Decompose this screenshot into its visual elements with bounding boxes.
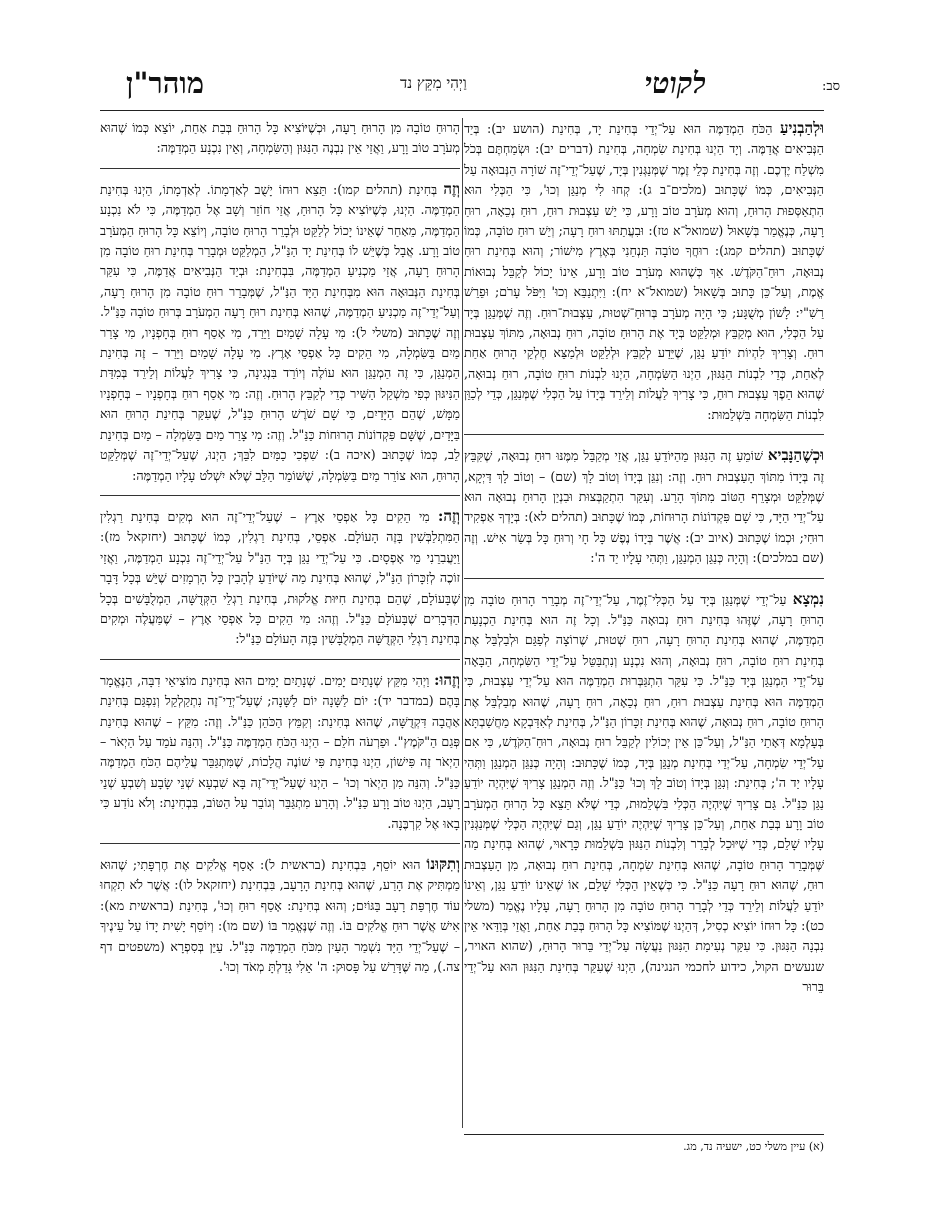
paragraph-lead-word: וְזֶה: <box>437 506 460 525</box>
paragraph-separator <box>464 434 824 435</box>
paragraph <box>100 118 460 159</box>
page-marker: סב: <box>822 79 841 94</box>
paragraph <box>100 854 460 977</box>
paragraph-text: בְּחִינַת (תהלים קמו): תֵּצֵא רוּחוֹ יָשֻׁב לְאַדְמָתוֹ. לְאַדְמָתוֹ, הַיְנוּ בְּחִינַת הַמְדַמֶּה. הַיְנוּ, כְּשֶׁיּוֹצִיא כָּל הָרוּחַ, אֲזַי חוֹזֵר וְשָׁב אֶל הַמְדַמֶּה, כִּי לֹא נִכְנָע הַמְדַמֶּה, מֵאַחַר שֶׁאֵינוֹ יָכוֹל לְלַקֵּט וּלְבָרֵר הָרוּחַ טוֹבָה, וְיוֹצֵא כָּל הָרוּחַ הַמְעֹרָב טוֹב וָרָע. אֲבָל כְּשֶׁיֵּשׁ לוֹ בְּחִינַת יָד הַנַּ"ל, הַמְלַקֵּט וּמְבָרֵר בְּחִינַת רוּחַ טוֹבָה מִן הָרוּחַ רָעָה, אֲזַי מַכְנִיעַ הַמְדַמֶּה, בִּבְחִינַת: וּבְיַד הַנְּבִיאִים אֲדַמֶּה, כִּי עִקַּר בְּחִינַת הַנְּבוּאָה הוּא מִבְּחִינַת הַיָּד הַנַּ"ל, שֶׁמְּבָרֵר רוּחַ טוֹבָה מִן הָרוּחַ רָעָה, וְעַל־יְדֵי־זֶה מַכְנִיעַ הַמְדַמֶּה, שֶׁהוּא בְּחִינַת רוּחַ רָעָה הַמְעֹרָב בְּרוּחַ טוֹבָה כַּנַּ"ל. וְזֶה שֶׁכָּתוּב (משלי ל): מִי עָלָה שָׁמַיִם וַיֵּרַד, מִי אָסַף רוּחַ בְּחָפְנָיו, מִי צָרַר מַיִם בַּשִּׂמְלָה, מִי הֵקִים כָּל אַפְסֵי אָרֶץ. מִי עָלָה שָׁמַיִם וַיֵּרַד – זֶה בְּחִינַת הַמְנַגֵּן, כִּי זֶה הַמְנַגֵּן הוּא עוֹלֶה וְיוֹרֵד בִּנְגִינָה, כִּי צָרִיךְ לַעֲלוֹת וְלֵירֵד בְּמִדַּת הַנִּיגּוּן כְּפִי מִשְׁקַל הַשִּׁיר כְּדֵי לְקַבֵּץ הָרוּחַ. וְזֶה: מִי אָסַף רוּחַ בְּחָפְנָיו – בְּחָפְנָיו מַמָּשׁ, שֶׁהֵם הַיָּדַיִם, כִּי שָׁם שֹׁרֶשׁ הָרוּחַ כַּנַּ"ל, שֶׁעִקַּר בְּחִינַת הָרוּחַ הוּא בַּיָּדַיִם, שֶׁשָּׁם פִּקְדוֹנוֹת הָרוּחוֹת כַּנַּ"ל. וְזֶה: מִי צָרַר מַיִם בַּשִּׂמְלָה – מַיִם בְּחִינַת לֵב, כְּמוֹ שֶׁכָּתוּב (איכה ב): שִׁפְכִי כַמַּיִם לִבֵּךְ; הַיְנוּ, שֶׁעַל־יְדֵי־זֶה שֶׁמְּלַקֵּט הָרוּחַ, הוּא צוֹרֵר מַיִם בַּשִּׂמְלָה, שֶׁשּׁוֹמֵר הַלֵּב שֶׁלֹּא יִשְׁלֹט עָלָיו הַמְדַמֶּה: <box>100 181 460 483</box>
paragraph-text: הַכֹּחַ הַמְדַמֶּה הוּא עַל־יְדֵי בְּחִינַת יָד, בְּחִינַת (הושע יב): בְּיַד הַנְּבִיאִים אֲדַמֶּה. וְיָד הַיְנוּ בְּחִינַת שִׂמְחָה, בְּחִינַת (דברים יב): וּשְׂמַחְתֶּם בְּכֹל מִשְׁלַח יֶדְכֶם. וְזֶה בְּחִינַת כְּלֵי זֶמֶר שֶׁמְּנַגְּנִין בְּיָד, שֶׁעַל־יְדֵי־זֶה שׁוֹרָה הַנְּבוּאָה עַל הַנְּבִיאִים, כְּמוֹ שֶׁכָּתוּב (מלכים־ב ג): קְחוּ לִי מְנַגֵּן וְכוּ', כִּי הַכְּלִי הוּא הִתְאַסְּפוּת הָרוּחַ, וְהוּא מְעֹרָב טוֹב וָרָע, כִּי יֵשׁ עַצְבוּת רוּחַ, רוּחַ נְכֵאָה, רוּחַ רָעָה, כְּנֶאֱמַר בְּשָׁאוּל (שמואל־א טז): וּבִעֲתַתּוּ רוּחַ רָעָה; וְיֵשׁ רוּחַ טוֹבָה, כְּמוֹ שֶׁכָּתוּב (תהלים קמג): רוּחֲךָ טוֹבָה תַּנְחֵנִי בְּאֶרֶץ מִישׁוֹר; וְהוּא בְּחִינַת רוּחַ נְבוּאָה, רוּחַ־הַקֹּדֶשׁ. אַךְ כְּשֶׁהוּא מְעֹרָב טוֹב וָרָע, אֵינוֹ יָכוֹל לְקַבֵּל נְבוּאוֹת אֱמֶת, וְעַל־כֵּן כָּתוּב בְּשָׁאוּל (שמואל־א יח): וַיִּתְנַבֵּא וְכוּ' וַיִּפֹּל עָרֹם; וּפֵרֵשׁ רַשִׁ"י: לָשׁוֹן מְשֻׁגָּע; כִּי הָיָה מְעֹרָב בְּרוּחַ־שְׁטוּת, עַצְבוּת־רוּחַ. וְזֶה שֶׁמְּנַגֵּן בְּיָד עַל הַכְּלִי, הוּא מְקַבֵּץ וּמְלַקֵּט בְּיָד אֶת הָרוּחַ טוֹבָה, רוּחַ נְבוּאָה, מִתּוֹךְ עַצְבוּת רוּחַ. וְצָרִיךְ לִהְיוֹת יוֹדֵעַ נַגֵּן, שֶׁיֵּדַע לְקַבֵּץ וּלְלַקֵּט וּלְמַצֵּא חֶלְקֵי הָרוּחַ אַחַת לְאַחַת, כְּדֵי לִבְנוֹת הַנִּגּוּן, הַיְנוּ הַשִּׂמְחָה, הַיְנוּ לִבְנוֹת רוּחַ טוֹבָה, רוּחַ נְבוּאָה, שֶׁהוּא הֵפֶךְ עַצְבוּת רוּחַ, כִּי צָרִיךְ לַעֲלוֹת וְלֵירֵד בְּיָדוֹ עַל הַכְּלִי שֶׁמְּנַגֵּן, כְּדֵי לְכַוֵּן לִבְנוֹת הַשִּׂמְחָה בִּשְׁלֵמוּת: <box>464 121 824 422</box>
header-rule <box>100 110 824 111</box>
paragraph <box>100 670 460 834</box>
paragraph-separator <box>464 578 824 579</box>
paragraph-lead-word: וּלְהַבְנִיעַ <box>779 119 824 137</box>
paragraph-lead-word: וְזֶהוּ: <box>433 670 460 689</box>
paragraph-separator <box>100 168 460 169</box>
paragraph <box>464 589 824 998</box>
paragraph-lead-word: נִמְצָא <box>792 589 824 608</box>
paragraph <box>100 506 460 650</box>
paragraph-text: שׁוֹמֵעַ זֶה הַנִּגּוּן מֵהַיּוֹדֵעַ נַגֵּן, אֲזַי מְקַבֵּל מִמֶּנּוּ רוּחַ נְבוּאָה, שֶׁקִּבֵּץ זֶה בְּיָדוֹ מִתּוֹךְ הָעַצְבוּת רוּחַ. וְזֶה: וְנִגֵּן בְּיָדוֹ וְטוֹב לָךְ (שם) – וְטוֹב לָךְ דַּיְקָא, שֶׁמְּלַקֵּט וּמְצָרֵף הַטּוֹב מִתּוֹךְ הָרַע. וְעִקַּר הִתְקַבְּצוּת וּבִנְיַן הָרוּחַ נְבוּאָה הוּא עַל־יְדֵי הַיָּד, כִּי שָׁם פִּקְדוֹנוֹת הָרוּחוֹת, כְּמוֹ שֶׁכָּתוּב (תהלים לא): בְּיָדְךָ אַפְקִיד רוּחִי; וּכְמוֹ שֶׁכָּתוּב (איוב יב): אֲשֶׁר בְּיָדוֹ נֶפֶשׁ כָּל חָי וְרוּחַ כָּל בְּשַׂר אִישׁ. וְזֶה (שם במלכים): וְהָיָה כְּנַגֵּן הַמְנַגֵּן, וַתְּהִי עָלָיו יַד ה': <box>464 448 824 566</box>
paragraph-text: וַיְהִי מִקֵּץ שְׁנָתַיִם יָמִים. שְׁנָתַיִם יָמִים הוּא בְּחִינַת מוֹצִיאֵי דִבָּה, הַנֶּאֱמָר בָּהֶם (במדבר יד): יוֹם לַשָּׁנָה יוֹם לַשָּׁנָה; שֶׁעַל־יְדֵי־זֶה נִתְקַלְקֵל וְנִפְגַּם בְּחִינַת אַהֲבָה דִּקְדֻשָּׁה, שֶׁהוּא בְּחִינַת: וְקִמֵּץ הַכֹּהֵן כַּנַּ"ל. וְזֶה: מִקֵּץ – שֶׁהוּא בְּחִינַת פְּגַם הַ"קֹּמֶץ". וּפַרְעֹה חֹלֵם – הַיְנוּ הַכֹּחַ הַמְדַמֶּה כַּנַּ"ל. וְהִנֵּה עֹמֵד עַל הַיְאֹר – הַיְאֹר זֶה פִּישׁוֹן, הַיְנוּ בְּחִינַת פִּי שׁוֹנֶה הֲלָכוֹת, שֶׁמִּתְגַּבֵּר עֲלֵיהֶם הַכֹּחַ הַמְדַמֶּה כַּנַּ"ל. וְהִנֵּה מִן הַיְאֹר וְכוּ' – הַיְנוּ שֶׁעַל־יְדֵי־זֶה בָּא שִׁבְעָא שְׁנֵי שָׂבָע וְשִׁבְעָ שְׁנֵי רָעָב, הַיְנוּ טוֹב וָרָע כַּנַּ"ל. וְהָרַע מִתְגַּבֵּר וְגוֹבֵר עַל הַטּוֹב, בִּבְחִינַת: וְלֹא נוֹדַע כִּי בָאוּ אֶל קִרְבֶּנָה. <box>100 672 460 831</box>
paragraph-lead-word: וְתִקּוּנוֹ <box>426 855 460 873</box>
running-header <box>100 66 841 106</box>
book-title-right: לקוטי <box>644 66 706 100</box>
parsha-heading: וַיְהִי מִקֵּץ נד <box>400 74 467 92</box>
footnote-rule <box>464 1134 824 1135</box>
paragraph-separator <box>100 495 460 496</box>
book-title-left: מוהר"ן <box>126 66 205 100</box>
paragraph-lead-word: וּכְשֶׁהַנָּבִיא <box>767 446 824 465</box>
left-column <box>100 118 460 1133</box>
footnote: (א) עיין משלי כט, ישעיה נד, מג. <box>683 1140 824 1153</box>
paragraph-separator <box>100 843 460 844</box>
right-column <box>464 118 824 1133</box>
paragraph <box>100 179 460 486</box>
paragraph <box>464 445 824 568</box>
column-divider <box>462 118 463 1128</box>
paragraph-text: מִי הֵקִים כָּל אַפְסֵי אָרֶץ – שֶׁעַל־יְדֵי־זֶה הוּא מְקִים בְּחִינַת רַגְלִין הַמִּתְלַבְּשִׁין בָּזֶה הָעוֹלָם. אַפְסֵי, בְּחִינַת רַגְלִין, כְּמוֹ שֶׁכָּתוּב (יחזקאל מז): וַיַּעֲבִרֵנִי מֵי אָפְסָיִם. כִּי עַל־יְדֵי נַגֵּן בְּיָד הַנַּ"ל עַל־יְדֵי־זֶה נִכְנָע הַמְדַמֶּה, וַאֲזַי זוֹכֶה לְזִכָּרוֹן הַנַּ"ל, שֶׁהוּא בְּחִינַת מַה שֶׁיּוֹדֵעַ לְהָבִין כָּל הָרְמָזִים שֶׁיֵּשׁ בְּכָל דָּבָר שֶׁבָּעוֹלָם, שֶׁהֵם בְּחִינַת חִיּוּת אֱלֹקוּת, בְּחִינַת רַגְלֵי הַקְּדֻשָּׁה, הַמְלֻבָּשִׁים בְּכָל הַדְּבָרִים שֶׁבָּעוֹלָם כַּנַּ"ל. וְזֶהוּ: מִי הֵקִים כָּל אַפְסֵי אָרֶץ – שֶׁמַּעֲלֶה וּמְקִים בְּחִינַת רַגְלֵי הַקְּדֻשָּׁה הַמְלֻבָּשִׁין בָּזֶה הָעוֹלָם כַּנַּ"ל: <box>100 508 460 647</box>
paragraph-separator <box>100 659 460 660</box>
paragraph <box>464 118 824 425</box>
paragraph-text: עַל־יְדֵי שֶׁמְּנַגֵּן בְּיָד עַל הַכְּלִי־זֶמֶר, עַל־יְדֵי־זֶה מְבָרֵר הָרוּחַ טוֹבָה מִן הָרוּחַ רָעָה, שֶׁזֶּהוּ בְּחִינַת רוּחַ נְבוּאָה כַּנַּ"ל. וְכָל זֶה הוּא בְּחִינַת הַכְנָעַת הַמְדַמֶּה, שֶׁהוּא בְּחִינַת הָרוּחַ רָעָה, רוּחַ שְׁטוּת, שֶׁרוֹצָה לְפַגֵּם וּלְבַלְבֵּל אֶת בְּחִינַת רוּחַ טוֹבָה, רוּחַ נְבוּאָה, וְהוּא נִכְנָע וְנִתְבַּטֵּל עַל־יְדֵי הַשִּׂמְחָה, הַבָּאָה עַל־יְדֵי הַמְנַגֵּן בְּיָד כַּנַּ"ל. כִּי עִקַּר הִתְגַּבְּרוּת הַמְדַמֶּה הוּא עַל־יְדֵי עַצְבוּת, כִּי הַמְדַמֶּה הוּא בְּחִינַת עַצְבוּת רוּחַ, רוּחַ נְכֵאָה, רוּחַ רָעָה, שֶׁהוּא מְבַלְבֵּל אֶת הָרוּחַ טוֹבָה, רוּחַ נְבוּאָה, שֶׁהוּא בְּחִינַת זִכָּרוֹן הַנַּ"ל, בְּחִינַת לְאִדַּבְקָא מַחֲשַׁבְתָּא בְּעָלְמָא דְּאָתֵי הַנַּ"ל, וְעַל־כֵּן אֵין יְכוֹלִין לְקַבֵּל רוּחַ נְבוּאָה, רוּחַ־הַקֹּדֶשׁ, כִּי אִם עַל־יְדֵי שִׂמְחָה, עַל־יְדֵי בְּחִינַת מְנַגֵּן בְּיָד, כְּמוֹ שֶׁכָּתוּב: וְהָיָה כְּנַגֵּן הַמְנַגֵּן וַתְּהִי עָלָיו יַד ה'; בְּחִינַת: וְנִגֵּן בְּיָדוֹ וְטוֹב לָךְ וְכוּ' כַּנַּ"ל. וְזֶה הַמְנַגֵּן צָרִיךְ שֶׁיִּהְיֶה יוֹדֵעַ נַגֵּן כַּנַּ"ל. גַּם צָרִיךְ שֶׁיִּהְיֶה הַכְּלִי בִּשְׁלֵמוּת, כְּדֵי שֶׁלֹּא תֵּצֵא כָּל הָרוּחַ הַמְעֹרָב טוֹב וָרָע בְּבַת אַחַת, וְעַל־כֵּן צָרִיךְ שֶׁיִּהְיֶה יוֹדֵעַ נַגֵּן, וְגַם שֶׁיִּהְיֶה הַכְּלִי שֶׁמְּנַגְּנִין עָלָיו שָׁלֵם, כְּדֵי שֶׁיּוּכַל לְבָרֵר וְלִבְנוֹת הַנִּגּוּן בִּשְׁלֵמוּת כָּרָאוּי, שֶׁהוּא בְּחִינַת מַה שֶּׁמְּבָרֵר הָרוּחַ טוֹבָה, שֶׁהוּא בְּחִינַת שִׂמְחָה, בְּחִינַת רוּחַ נְבוּאָה, מִן הָעַצְבוּת רוּחַ, שֶׁהוּא רוּחַ רָעָה כַּנַּ"ל. כִּי כְּשֶׁאֵין הַכְּלִי שָׁלֵם, אוֹ שֶׁאֵינוֹ יוֹדֵעַ נַגֵּן, וְאֵינוֹ יוֹדֵעַ לַעֲלוֹת וְלֵירֵד כְּדֵי לְבָרֵר הָרוּחַ טוֹבָה מִן הָרוּחַ רָעָה, עָלָיו נֶאֱמַר (משלי כט): כָּל רוּחוֹ יוֹצִיא כְסִיל, דְּהַיְנוּ שֶׁמּוֹצִיא כָּל הָרוּחַ בְּבַת אַחַת, וַאֲזַי בְּוַדַּאי אֵין נִבְנָה הַנִּגּוּן. כִּי עִקַּר נְעִימַת הַנִּגּוּן נַעֲשָׂה עַל־יְדֵי בֵּרוּר הָרוּחַ, (שהוא האויר, שנעשים הקול, כידוע לחכמי הנגינה), הַיְנוּ שֶׁעִקַּר בְּחִינַת הַנִּגּוּן הוּא עַל־יְדֵי בֵּרוּר <box>464 591 824 995</box>
paragraph-lead-word: וְזֶה <box>443 179 460 198</box>
paragraph-text: הָרוּחַ טוֹבָה מִן הָרוּחַ רָעָה, וּכְשֶׁיּוֹצִיא כָּל הָרוּחַ בְּבַת אַחַת, יוֹצֵא כְּמוֹ שֶׁהוּא מְעֹרָב טוֹב וָרָע, וַאֲזַי אֵין נִבְנֶה הַנִּגּוּן וְהַשִּׂמְחָה, וְאֵין נִכְנָע הַמְדַמֶּה: <box>100 120 460 156</box>
paragraph-text: הוּא יוֹסֵף, בִּבְחִינַת (בראשית ל): אָסַף אֱלֹקִים אֶת חֶרְפָּתִי; שֶׁהוּא מַמְתִּיק אֶת הָרַע, שֶׁהוּא בְּחִינַת הָרָעָב, בִּבְחִינַת (יחזקאל לו): אֲשֶׁר לֹא תִקְחוּ עוֹד חֶרְפַּת רָעָב בַּגּוֹיִם; וְהוּא בְּחִינַת: אָסַף רוּחַ וְכוּ', בְּחִינַת (בראשית מא): אִישׁ אֲשֶׁר רוּחַ אֱלֹקִים בּוֹ. וְזֶה שֶׁנֶּאֱמַר בּוֹ (שם מו): וְיוֹסֵף יָשִׁית יָדוֹ עַל עֵינֶיךָ – שֶׁעַל־יְדֵי הַיָּד נִשְׁמַר הָעַיִן מִכֹּחַ הַמְדַמֶּה כַּנַּ"ל. עַיֵּן בְּסִפְרָא (משפטים דף צה.), מַה שֶּׁדָּרַשׁ עַל פָּסוּק: ה' אֵלִי גָּדַלְתָּ מְאֹד וְכוּ'. <box>100 857 460 975</box>
